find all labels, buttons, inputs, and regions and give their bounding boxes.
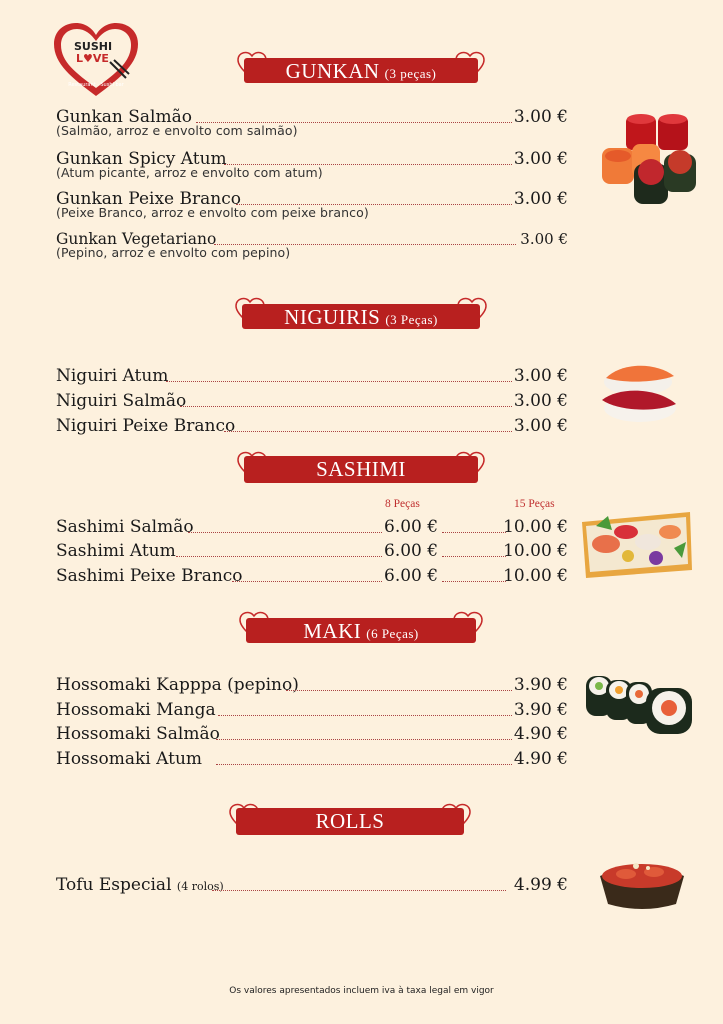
logo-ring-text: Restaurant · Sushi bar — [68, 82, 124, 88]
leader-dots — [286, 690, 512, 691]
leader-dots — [216, 764, 512, 765]
menu-item — [56, 565, 568, 589]
leader-dots — [166, 381, 512, 382]
leader-dots — [442, 532, 506, 533]
item-name: Niguiri Peixe Branco — [56, 416, 236, 436]
section-banner-gunkan — [236, 48, 486, 88]
item-name: Sashimi Salmão — [56, 517, 194, 537]
item-name: Gunkan Spicy Atum — [56, 149, 227, 169]
section-title: MAKI — [303, 619, 362, 643]
menu-item — [56, 516, 568, 540]
menu-item — [56, 188, 568, 220]
item-name: Niguiri Salmão — [56, 391, 187, 411]
item-description: (Peixe Branco, arroz e envolto com peixe branco) — [56, 205, 369, 220]
item-price: 3.00 € — [520, 230, 568, 248]
item-price: 3.00 € — [513, 416, 568, 436]
leader-dots — [180, 406, 512, 407]
item-description: (Atum picante, arroz e envolto com atum) — [56, 165, 323, 180]
item-name: Hossomaki Kapppa (pepino) — [56, 675, 299, 695]
gunkan-photo — [598, 110, 702, 210]
leader-dots — [232, 581, 382, 582]
item-name: Hossomaki Salmão — [56, 724, 220, 744]
footer-note: Os valores apresentados incluem iva à taxa legal em vigor — [229, 986, 494, 996]
leader-dots — [442, 556, 506, 557]
menu-item — [56, 874, 568, 898]
leader-dots — [442, 581, 506, 582]
item-description: (Salmão, arroz e envolto com salmão) — [56, 123, 298, 138]
leader-dots — [218, 715, 512, 716]
section-subtitle: (6 Peças) — [366, 626, 419, 641]
item-price: 3.00 € — [513, 107, 568, 127]
leader-dots — [176, 556, 382, 557]
menu-item — [56, 228, 568, 260]
menu-item — [56, 415, 568, 439]
column-header-15: 15 Peças — [514, 498, 555, 510]
logo-text-sushi: SUSHI — [74, 40, 113, 53]
item-name: Sashimi Peixe Branco — [56, 566, 243, 586]
section-banner-sashimi — [236, 448, 486, 488]
item-price: 3.00 € — [513, 366, 568, 386]
sashimi-photo — [578, 502, 694, 582]
item-price-15: 10.00 € — [503, 566, 568, 586]
item-name: Hossomaki Manga — [56, 700, 216, 720]
item-name: Gunkan Salmão — [56, 107, 192, 127]
section-title: SASHIMI — [316, 457, 406, 481]
item-price-15: 10.00 € — [503, 517, 568, 537]
item-price: 3.90 € — [513, 700, 568, 720]
menu-item — [56, 674, 568, 698]
item-price-15: 10.00 € — [503, 541, 568, 561]
item-price: 3.00 € — [513, 149, 568, 169]
item-price: 3.90 € — [513, 675, 568, 695]
menu-item — [56, 106, 568, 138]
item-name: Hossomaki Atum — [56, 749, 203, 769]
rolls-photo — [596, 852, 688, 912]
menu-item — [56, 390, 568, 414]
maki-photo — [584, 672, 696, 738]
leader-dots — [216, 739, 512, 740]
section-title: NIGUIRIS — [284, 305, 381, 329]
leader-dots — [224, 431, 512, 432]
item-price: 4.90 € — [513, 749, 568, 769]
item-name: Niguiri Atum — [56, 366, 169, 386]
item-quantity: (4 rolos) — [176, 880, 224, 893]
logo-text-love: L♥VE — [76, 52, 109, 65]
menu-item — [56, 723, 568, 747]
item-price-8: 6.00 € — [384, 517, 439, 537]
leader-dots — [188, 532, 382, 533]
menu-item — [56, 540, 568, 564]
niguiri-photo — [596, 360, 682, 426]
section-title: GUNKAN — [285, 59, 380, 83]
item-price-8: 6.00 € — [384, 541, 439, 561]
item-name: Gunkan Peixe Branco — [56, 189, 241, 209]
section-banner-rolls — [228, 800, 472, 840]
item-price: 3.00 € — [513, 391, 568, 411]
menu-item — [56, 365, 568, 389]
menu-item — [56, 748, 568, 772]
section-banner-maki — [238, 608, 484, 648]
item-name: Gunkan Vegetariano — [56, 230, 217, 248]
section-subtitle: (3 peças) — [384, 66, 437, 81]
menu-item — [56, 699, 568, 723]
column-header-8: 8 Peças — [385, 498, 420, 510]
logo — [52, 22, 140, 98]
item-price: 4.90 € — [513, 724, 568, 744]
item-name: Sashimi Atum — [56, 541, 176, 561]
item-price: 3.00 € — [513, 189, 568, 209]
section-subtitle: (3 Peças) — [385, 312, 438, 327]
section-banner-niguiris — [234, 294, 488, 334]
item-price-8: 6.00 € — [384, 566, 439, 586]
menu-item — [56, 148, 568, 180]
item-price: 4.99 € — [513, 875, 568, 895]
section-title: ROLLS — [315, 809, 385, 833]
leader-dots — [212, 890, 506, 891]
item-name: Tofu Especial — [56, 875, 172, 895]
item-description: (Pepino, arroz e envolto com pepino) — [56, 245, 291, 260]
